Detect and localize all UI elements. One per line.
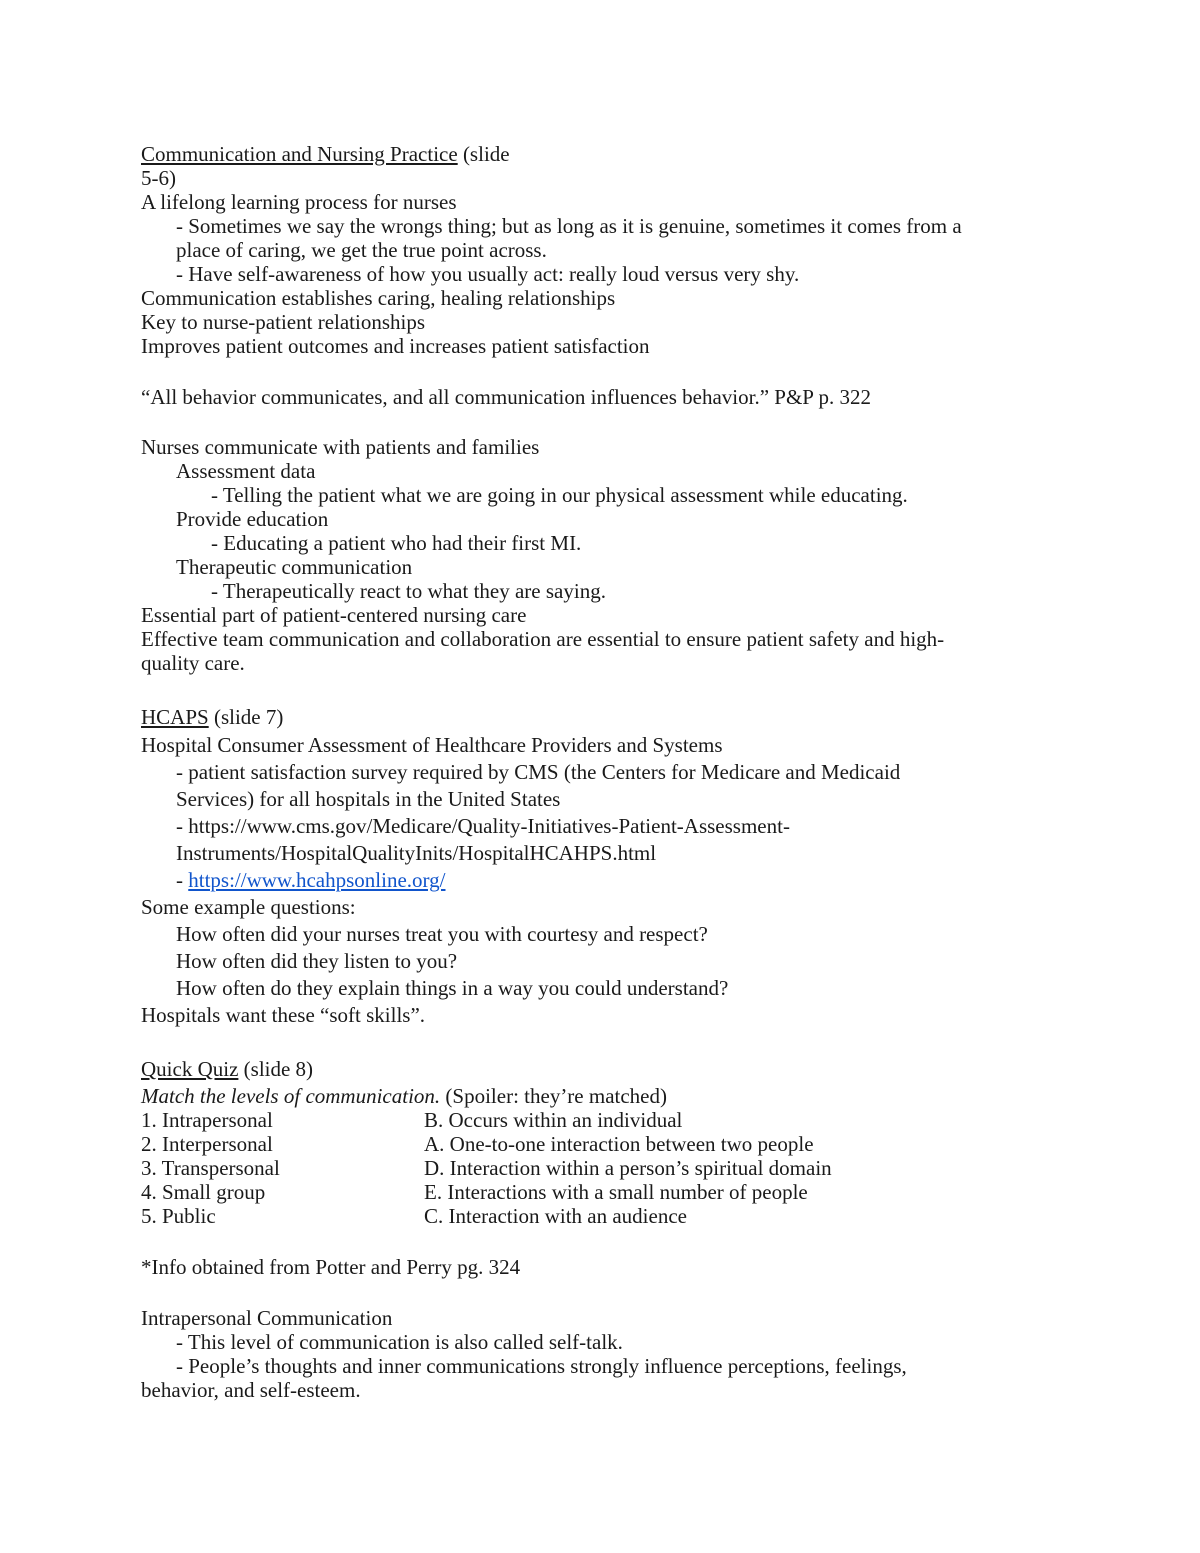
text-line: Improves patient outcomes and increases patient satisfaction [141,334,650,358]
bullet-line: - Have self-awareness of how you usually act: really loud versus very shy. [176,262,800,286]
quiz-level: 1. Intrapersonal [141,1108,273,1132]
quiz-instruction [141,1084,667,1108]
quiz-answer: E. Interactions with a small number of people [424,1180,808,1204]
sub-heading: Therapeutic communication [176,555,413,579]
text-line: Key to nurse-patient relationships [141,310,426,334]
instruction-text: Match the levels of communication. [141,1084,441,1108]
quiz-level: 2. Interpersonal [141,1132,273,1156]
question-line: How often did your nurses treat you with courtesy and respect? [176,922,708,946]
quote: “All behavior communicates, and all communication influences behavior.” P&P p. 322 [141,385,871,409]
heading-title: Communication and Nursing Practice [141,142,458,166]
bullet-line: - Sometimes we say the wrongs thing; but as long as it is genuine, sometimes it comes from a [176,214,962,238]
text-line: A lifelong learning process for nurses [141,190,457,214]
heading-title: Quick Quiz [141,1057,239,1081]
sub-heading: Assessment data [176,459,316,483]
heading-suffix: (slide [457,142,510,166]
link-prefix: - [176,868,189,892]
text-line: Hospitals want these “soft skills”. [141,1003,426,1027]
question-line: How often do they explain things in a way you could understand? [176,976,729,1000]
bullet-line: - Educating a patient who had their first MI. [211,531,582,555]
text-line: Effective team communication and collaboration are essential to ensure patient safety and high- [141,627,945,651]
text-line: Nurses communicate with patients and families [141,435,540,459]
slide-continuation: 5-6) [141,166,176,190]
bullet-continuation: place of caring, we get the true point across. [176,238,547,262]
quiz-row [141,1156,832,1180]
quiz-answer: D. Interaction within a person’s spiritual domain [424,1156,832,1180]
link-line [176,868,445,892]
quiz-level: 4. Small group [141,1180,266,1204]
bullet-line: - This level of communication is also called self-talk. [176,1330,623,1354]
question-line: How often did they listen to you? [176,949,458,973]
bullet-continuation: behavior, and self-esteem. [141,1378,361,1402]
quiz-level: 5. Public [141,1204,216,1228]
text-line: quality care. [141,651,245,675]
text-line: Essential part of patient-centered nursing care [141,603,527,627]
heading-suffix: (slide 8) [238,1057,314,1081]
source-note: *Info obtained from Potter and Perry pg. 324 [141,1255,521,1279]
quiz-row [141,1108,683,1132]
bullet-continuation: Services) for all hospitals in the United States [176,787,561,811]
text-line: Hospital Consumer Assessment of Healthcare Providers and Systems [141,733,723,757]
bullet-line: - Telling the patient what we are going in our physical assessment while educating. [211,483,908,507]
url-line: - https://www.cms.gov/Medicare/Quality-Initiatives-Patient-Assessment- [176,814,790,838]
sub-heading: Provide education [176,507,329,531]
text-line: Some example questions: [141,895,356,919]
instruction-suffix: (Spoiler: they’re matched) [440,1084,667,1108]
quiz-row [141,1132,814,1156]
quiz-row [141,1180,808,1204]
quiz-answer: C. Interaction with an audience [424,1204,687,1228]
quiz-answer: B. Occurs within an individual [424,1108,683,1132]
quiz-row [141,1204,687,1228]
text-line: Communication establishes caring, healing relationships [141,286,616,310]
section-heading-quiz [141,1057,313,1081]
quiz-answer: A. One-to-one interaction between two people [424,1132,814,1156]
bullet-line: - People’s thoughts and inner communications strongly influence perceptions, feelings, [176,1354,907,1378]
bullet-line: - patient satisfaction survey required by CMS (the Centers for Medicare and Medicaid [176,760,901,784]
section-heading-hcaps [141,705,283,729]
quiz-level: 3. Transpersonal [141,1156,280,1180]
bullet-line: - Therapeutically react to what they are saying. [211,579,606,603]
section-heading-intrapersonal: Intrapersonal Communication [141,1306,393,1330]
url-continuation: Instruments/HospitalQualityInits/HospitalHCAHPS.html [176,841,657,865]
heading-title: HCAPS [141,705,209,729]
heading-suffix: (slide 7) [208,705,284,729]
section-heading-communication [141,142,510,166]
hcahps-link[interactable]: https://www.hcahpsonline.org/ [188,868,446,892]
